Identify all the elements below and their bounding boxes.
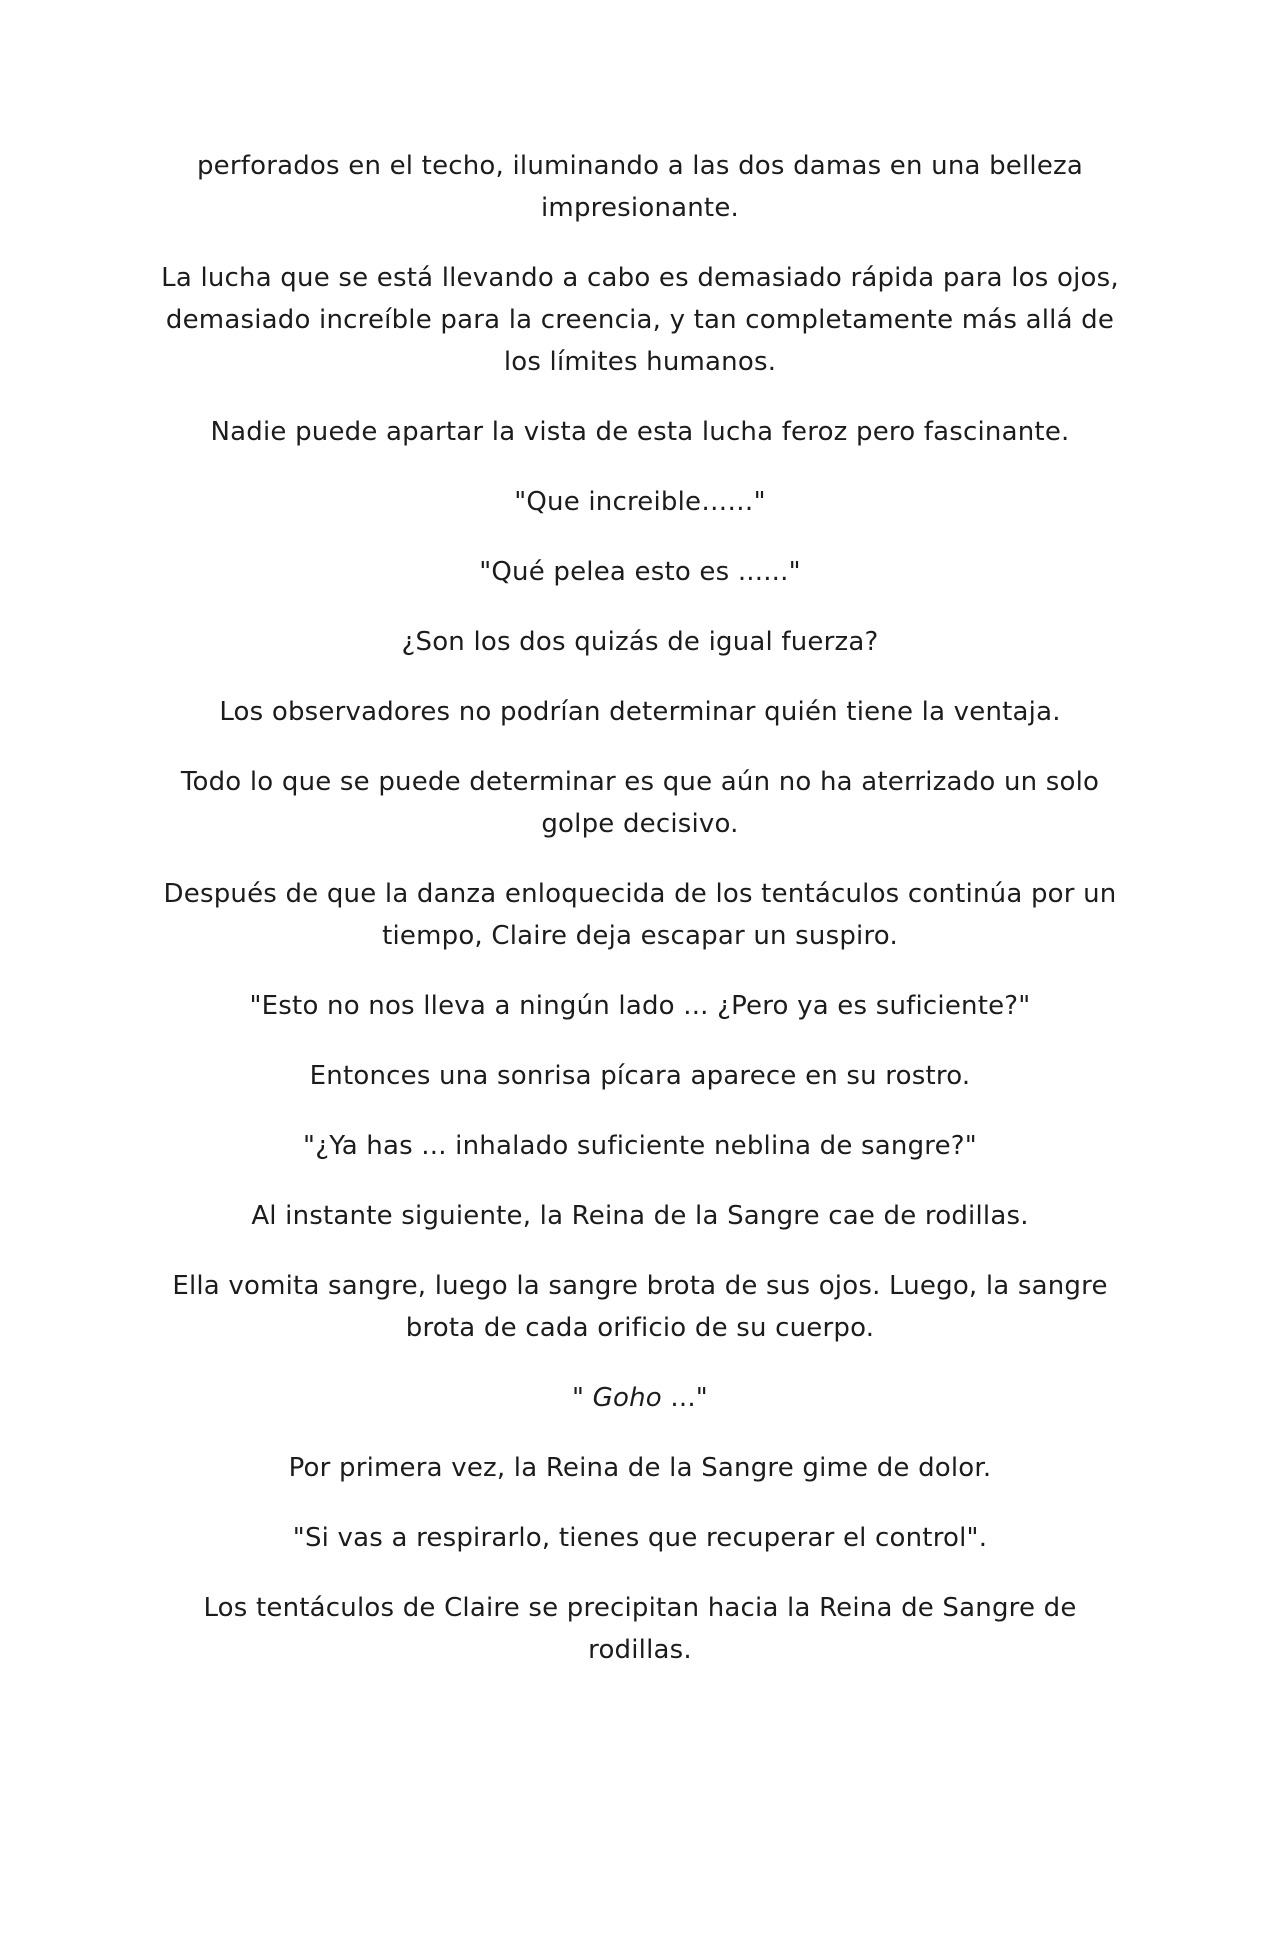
paragraph: Nadie puede apartar la vista de esta lucha feroz pero fascinante. bbox=[210, 417, 1070, 447]
paragraph: Los observadores no podrían determinar quién tiene la ventaja. bbox=[219, 697, 1061, 727]
dialogue-line: "Qué pelea esto es ......" bbox=[479, 557, 801, 587]
page-body bbox=[160, 145, 1120, 1699]
paragraph: Los tentáculos de Claire se precipitan hacia la Reina de Sangre de rodillas. bbox=[203, 1593, 1077, 1665]
dialogue-line: "Esto no nos lleva a ningún lado ... ¿Pero ya es suficiente?" bbox=[249, 991, 1031, 1021]
paragraph: La lucha que se está llevando a cabo es demasiado rápida para los ojos, demasiado increíble para la creencia, y tan completamente más allá de los límites humanos. bbox=[161, 263, 1119, 377]
dialogue-line: "Que increible……" bbox=[514, 487, 766, 517]
dialogue-line: "¿Ya has ... inhalado suficiente neblina de sangre?" bbox=[303, 1131, 977, 1161]
dialogue-line-goho bbox=[160, 1377, 1120, 1419]
goho-prefix: " bbox=[572, 1383, 593, 1413]
paragraph: Entonces una sonrisa pícara aparece en su rostro. bbox=[309, 1061, 971, 1091]
paragraph: Todo lo que se puede determinar es que aún no ha aterrizado un solo golpe decisivo. bbox=[180, 767, 1100, 839]
paragraph: perforados en el techo, iluminando a las dos damas en una belleza impresionante. bbox=[196, 151, 1084, 223]
dialogue-line: "Si vas a respirarlo, tienes que recuperar el control". bbox=[292, 1523, 988, 1553]
paragraph: Después de que la danza enloquecida de los tentáculos continúa por un tiempo, Claire deja escapar un suspiro. bbox=[163, 879, 1117, 951]
goho-suffix: ..." bbox=[661, 1383, 708, 1413]
paragraph: Por primera vez, la Reina de la Sangre gime de dolor. bbox=[288, 1453, 992, 1483]
paragraph: Al instante siguiente, la Reina de la Sangre cae de rodillas. bbox=[251, 1201, 1029, 1231]
paragraph: Ella vomita sangre, luego la sangre brota de sus ojos. Luego, la sangre brota de cada orificio de su cuerpo. bbox=[172, 1271, 1108, 1343]
paragraph: ¿Son los dos quizás de igual fuerza? bbox=[401, 627, 879, 657]
goho-italic: Goho bbox=[592, 1383, 662, 1413]
